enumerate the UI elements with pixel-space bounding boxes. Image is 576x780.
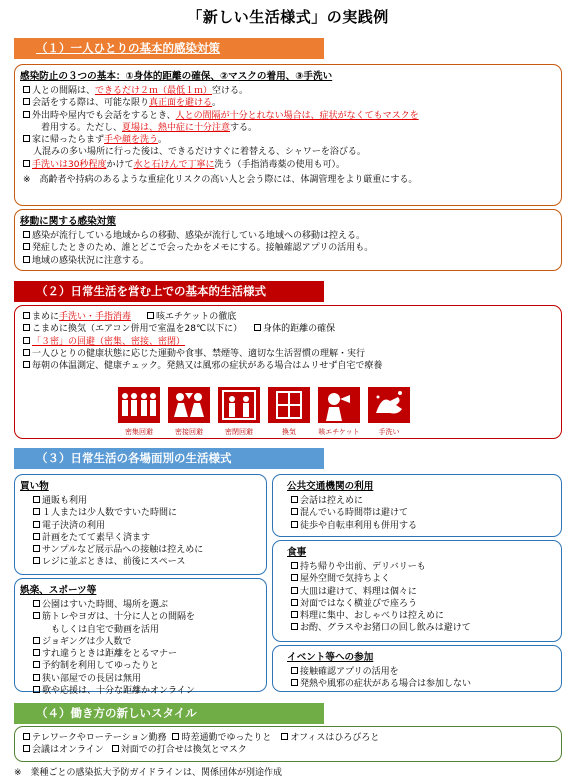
section-2-heading: （２）日常生活を営む上での基本的生活様式 <box>14 281 324 302</box>
list-item: 人との間隔は、できるだけ２ｍ（最低１ｍ）空ける。 <box>15 85 561 97</box>
cough-etiquette-pictogram: 咳エチケット <box>318 387 360 437</box>
list-item-cont: 着用する。ただし、夏場は、熱中症に十分注意する。 <box>41 122 258 133</box>
list-item: 毎朝の体温測定、健康チェック。発熱又は風邪の症状がある場合はムリせず自宅で療養 <box>15 360 561 372</box>
checkbox-icon <box>33 508 40 515</box>
list-item: まめに手洗い・手指消毒 咳エチケットの徹底 <box>15 311 561 323</box>
section-1-heading: （１）一人ひとりの基本的感染対策 <box>14 38 324 59</box>
checkbox-icon <box>33 649 40 656</box>
checkbox-icon <box>33 521 40 528</box>
list-item: テレワークやローテーション勤務 時差通勤でゆったりと オフィスはひろびろと <box>15 732 561 744</box>
list-item: 屋外空間で気持ちよく <box>273 573 561 585</box>
checkbox-icon <box>291 599 298 606</box>
checkbox-icon <box>147 312 154 319</box>
checkbox-icon <box>291 508 298 515</box>
list-item: 混んでいる時間帯は避けて <box>273 507 561 519</box>
note: ※ 高齢者や持病のあるような重症化リスクの高い人と会う際には、体調管理をより厳重にする。 <box>23 175 418 186</box>
hand-washing-icon <box>368 387 410 423</box>
ventilation-pictogram: 換気 <box>268 387 310 437</box>
checkbox-icon <box>291 574 298 581</box>
list-item: 対面ではなく横並びで座ろう <box>273 598 561 610</box>
movement-box <box>14 209 562 271</box>
crowd-icon <box>118 387 160 423</box>
checkbox-icon <box>23 86 30 93</box>
leisure-box <box>14 578 267 697</box>
window-icon <box>268 387 310 423</box>
list-item: 外出時や屋内でも会話をするとき、人との間隔が十分とれない場合は、症状がなくてもマスクを <box>15 110 561 122</box>
list-item: すれ違うときは距離をとるマナー <box>15 648 266 660</box>
list-item: 歌や応援は、十分な距離かオンライン <box>15 685 266 697</box>
checkbox-icon <box>291 496 298 503</box>
list-item: 発症したときのため、誰とどこで会ったかをメモにする。接触確認アプリの活用も。 <box>15 242 561 254</box>
checkbox-icon <box>23 160 30 167</box>
basics-title: 感染防止の３つの基本：①身体的距離の確保、②マスクの着用、③手洗い <box>20 71 333 82</box>
checkbox-icon <box>23 361 30 368</box>
checkbox-icon <box>33 533 40 540</box>
list-item: 大皿は避けて、料理は個々に <box>273 586 561 598</box>
checkbox-icon <box>291 587 298 594</box>
checkbox-icon <box>291 611 298 618</box>
checkbox-icon <box>291 667 298 674</box>
list-item: １人または少人数ですいた時間に <box>15 507 266 519</box>
events-box <box>272 645 562 692</box>
close-contact-icon <box>168 387 210 423</box>
checkbox-icon <box>291 623 298 630</box>
list-item: 手洗いは30秒程度かけて水と石けんで丁寧に洗う（手指消毒薬の使用も可）。 <box>15 159 561 171</box>
checkbox-icon <box>23 312 30 319</box>
checkbox-icon <box>291 679 298 686</box>
footer-note: ※ 業種ごとの感染拡大予防ガイドラインは、関係団体が別途作成 <box>14 768 283 778</box>
list-item: 公園はすいた時間、場所を選ぶ <box>15 599 266 611</box>
shopping-title: 買い物 <box>20 481 49 492</box>
checkbox-icon <box>33 496 40 503</box>
checkbox-icon <box>23 243 30 250</box>
list-item: 会話は控えめに <box>273 495 561 507</box>
checkbox-icon <box>23 745 30 752</box>
list-item: 徒歩や自転車利用も併用する <box>273 520 561 532</box>
checkbox-icon <box>33 600 40 607</box>
list-item: 予約制を利用してゆったりと <box>15 660 266 672</box>
pictogram-row <box>118 387 418 437</box>
list-item: お酌、グラスやお猪口の回し飲みは避けて <box>273 622 561 634</box>
leisure-title: 娯楽、スポーツ等 <box>20 585 97 596</box>
list-item: 会議はオンライン 対面での打合せは換気とマスク <box>15 744 561 756</box>
list-item-cont: もしくは自宅で動画を活用 <box>51 624 160 635</box>
checkbox-icon <box>23 349 30 356</box>
list-item: 感染が流行している地域からの移動、感染が流行している地域への移動は控える。 <box>15 230 561 242</box>
list-item: 発熱や風邪の症状がある場合は参加しない <box>273 678 561 690</box>
checkbox-icon <box>254 324 261 331</box>
checkbox-icon <box>281 733 288 740</box>
list-item: こまめに換気（エアコン併用で室温を28℃以下に） 身体的距離の確保 <box>15 323 561 335</box>
closed-space-icon <box>218 387 260 423</box>
list-item: 筋トレやヨガは、十分に人との間隔を <box>15 611 266 623</box>
list-item: 料理に集中、おしゃべりは控えめに <box>273 610 561 622</box>
list-item-cont: 人混みの多い場所に行った後は、できるだけすぐに着替える、シャワーを浴びる。 <box>33 147 366 158</box>
shopping-box <box>14 474 267 575</box>
checkbox-icon <box>23 98 30 105</box>
checkbox-icon <box>33 686 40 693</box>
dining-box <box>272 540 562 642</box>
transit-title: 公共交通機関の利用 <box>287 481 374 492</box>
list-item: 会話をする際は、可能な限り真正面を避ける。 <box>15 97 561 109</box>
list-item: 接触確認アプリの活用を <box>273 666 561 678</box>
list-item: 持ち帰りや出前、デリバリーも <box>273 561 561 573</box>
cough-icon <box>318 387 360 423</box>
section-4-heading: （４）働き方の新しいスタイル <box>14 703 324 724</box>
checkbox-icon <box>291 562 298 569</box>
list-item: 電子決済の利用 <box>15 520 266 532</box>
checkbox-icon <box>23 135 30 142</box>
events-title: イベント等への参加 <box>287 652 374 663</box>
list-item: 一人ひとりの健康状態に応じた運動や食事、禁煙等、適切な生活習慣の理解・実行 <box>15 348 561 360</box>
list-item: 通販も利用 <box>15 495 266 507</box>
hand-washing-pictogram: 手洗い <box>368 387 410 437</box>
list-item: 「３密」の回避（密集、密接、密閉） <box>15 336 561 348</box>
checkbox-icon <box>23 324 30 331</box>
checkbox-icon <box>33 674 40 681</box>
checkbox-icon <box>23 111 30 118</box>
closed-space-avoid-pictogram: 密閉回避 <box>218 387 260 437</box>
list-item: レジに並ぶときは、前後にスペース <box>15 556 266 568</box>
checkbox-icon <box>33 557 40 564</box>
checkbox-icon <box>23 733 30 740</box>
work-style-box <box>14 726 562 762</box>
checkbox-icon <box>291 521 298 528</box>
close-contact-avoid-pictogram: 密接回避 <box>168 387 210 437</box>
checkbox-icon <box>33 612 40 619</box>
list-item: 地域の感染状況に注意する。 <box>15 255 561 267</box>
list-item: ジョギングは少人数で <box>15 636 266 648</box>
checkbox-icon <box>23 337 30 344</box>
dining-title: 食事 <box>287 547 307 558</box>
list-item: 計画をたてて素早く済ます <box>15 532 266 544</box>
checkbox-icon <box>23 231 30 238</box>
list-item: サンプルなど展示品への接触は控えめに <box>15 544 266 556</box>
list-item: 家に帰ったらまず手や顔を洗う。 <box>15 134 561 146</box>
list-item: 狭い部屋での長居は無用 <box>15 673 266 685</box>
basics-box <box>14 64 562 206</box>
checkbox-icon <box>33 637 40 644</box>
checkbox-icon <box>112 745 119 752</box>
checkbox-icon <box>33 545 40 552</box>
crowd-avoid-pictogram: 密集回避 <box>118 387 160 437</box>
transit-box <box>272 474 562 537</box>
movement-title: 移動に関する感染対策 <box>20 216 116 227</box>
checkbox-icon <box>23 256 30 263</box>
checkbox-icon <box>33 661 40 668</box>
checkbox-icon <box>172 733 179 740</box>
page-title: 「新しい生活様式」の実践例 <box>187 8 389 26</box>
section-3-heading: （３）日常生活の各場面別の生活様式 <box>14 448 324 469</box>
